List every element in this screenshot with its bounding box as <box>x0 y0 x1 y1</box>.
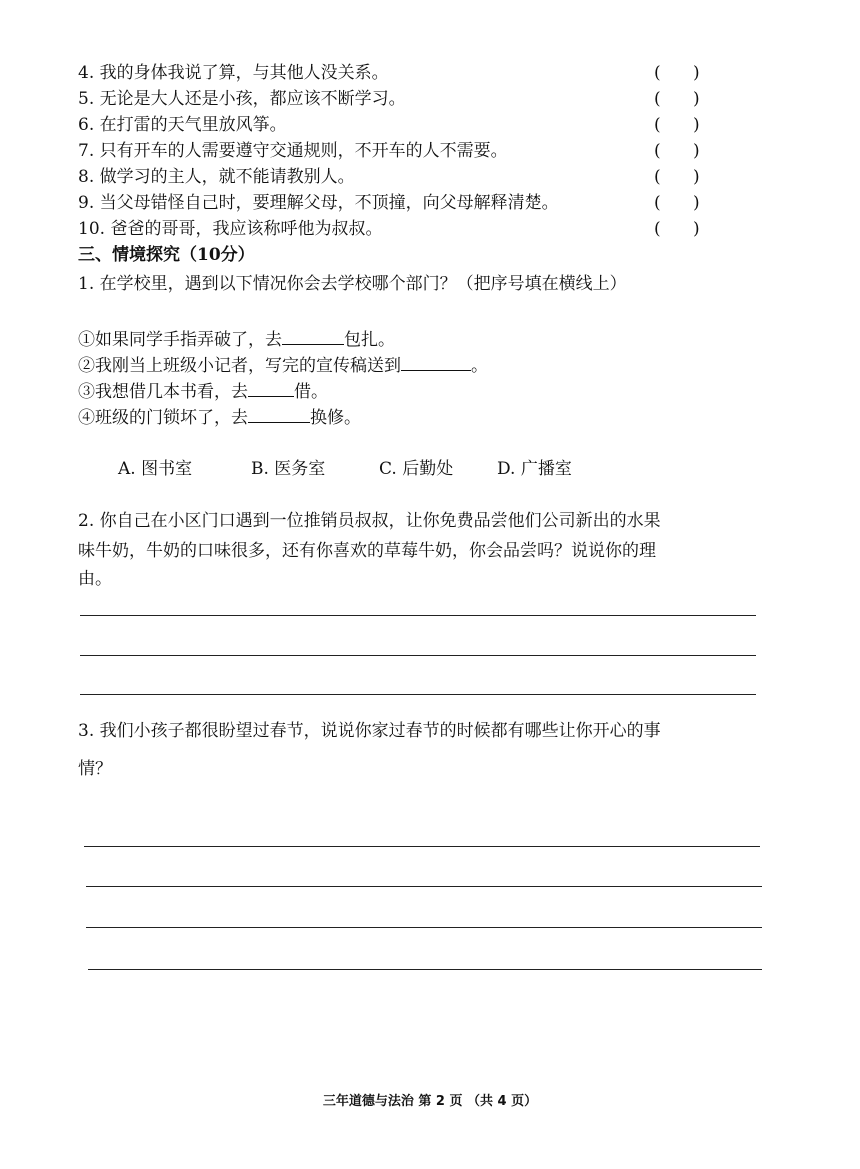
question-2-line-2: 味牛奶，牛奶的口味很多，还有你喜欢的草莓牛奶，你会品尝吗？说说你的理 <box>78 541 656 561</box>
page-footer: 三年道德与法治 第 2 页 （共 4 页） <box>322 1094 538 1109</box>
answer-line[interactable] <box>80 655 756 656</box>
question-1-prompt: 1. 在学校里，遇到以下情况你会去学校哪个部门？（把序号填在横线上） <box>78 274 627 294</box>
fill-item-text: ③我想借几本书看，去 <box>78 382 248 402</box>
tf-item-4 <box>78 60 389 86</box>
tf-item-5 <box>78 86 406 112</box>
answer-options <box>118 455 572 483</box>
fill-blank[interactable] <box>401 354 471 371</box>
answer-paren[interactable]: ( ) <box>654 167 700 187</box>
section-heading: 三、情境探究（10分） <box>78 245 255 265</box>
tf-item-10 <box>78 216 382 242</box>
question-3-line-1: 3. 我们小孩子都很盼望过春节，说说你家过春节的时候都有哪些让你开心的事 <box>78 721 661 741</box>
tf-item-text: 6. 在打雷的天气里放风筝。 <box>78 115 287 135</box>
answer-line[interactable] <box>86 886 762 887</box>
fill-item-2 <box>78 352 488 380</box>
tf-item-8 <box>78 164 355 190</box>
tf-item-9 <box>78 190 559 216</box>
question-3-line-2: 情？ <box>78 759 112 779</box>
fill-item-text: 换修。 <box>310 408 361 428</box>
answer-paren[interactable]: ( ) <box>654 141 700 161</box>
fill-blank[interactable] <box>248 380 294 397</box>
fill-item-3 <box>78 378 328 406</box>
tf-item-text: 8. 做学习的主人，就不能请教别人。 <box>78 167 355 187</box>
option-a: A. 图书室 <box>118 459 193 479</box>
tf-item-text: 7. 只有开车的人需要遵守交通规则，不开车的人不需要。 <box>78 141 508 161</box>
fill-blank[interactable] <box>282 328 344 345</box>
fill-item-text: ④班级的门锁坏了，去 <box>78 408 248 428</box>
fill-item-text: 。 <box>471 356 488 376</box>
fill-item-text: 借。 <box>294 382 328 402</box>
answer-line[interactable] <box>80 615 756 616</box>
answer-line[interactable] <box>86 927 762 928</box>
answer-paren[interactable]: ( ) <box>654 115 700 135</box>
tf-item-text: 4. 我的身体我说了算，与其他人没关系。 <box>78 63 389 83</box>
question-2-line-3: 由。 <box>78 569 112 589</box>
option-c: C. 后勤处 <box>379 459 454 479</box>
fill-item-1 <box>78 326 395 354</box>
tf-item-text: 10. 爸爸的哥哥，我应该称呼他为叔叔。 <box>78 219 383 239</box>
answer-line[interactable] <box>88 969 762 970</box>
answer-paren[interactable]: ( ) <box>654 89 700 109</box>
tf-item-7 <box>78 138 508 164</box>
answer-line[interactable] <box>80 694 756 695</box>
fill-item-text: 包扎。 <box>344 330 395 350</box>
fill-item-4 <box>78 404 361 432</box>
tf-item-6 <box>78 112 287 138</box>
fill-item-text: ②我刚当上班级小记者，写完的宣传稿送到 <box>78 356 401 376</box>
tf-item-text: 5. 无论是大人还是小孩，都应该不断学习。 <box>78 89 406 109</box>
tf-item-text: 9. 当父母错怪自己时，要理解父母，不顶撞，向父母解释清楚。 <box>78 193 559 213</box>
option-d: D. 广播室 <box>497 459 572 479</box>
answer-paren[interactable]: ( ) <box>654 193 700 213</box>
fill-item-text: ①如果同学手指弄破了，去 <box>78 330 282 350</box>
answer-line[interactable] <box>84 846 760 847</box>
answer-paren[interactable]: ( ) <box>654 63 700 83</box>
option-b: B. 医务室 <box>251 459 326 479</box>
fill-blank[interactable] <box>248 406 310 423</box>
answer-paren[interactable]: ( ) <box>654 219 700 239</box>
question-2-line-1: 2. 你自己在小区门口遇到一位推销员叔叔，让你免费品尝他们公司新出的水果 <box>78 511 661 531</box>
